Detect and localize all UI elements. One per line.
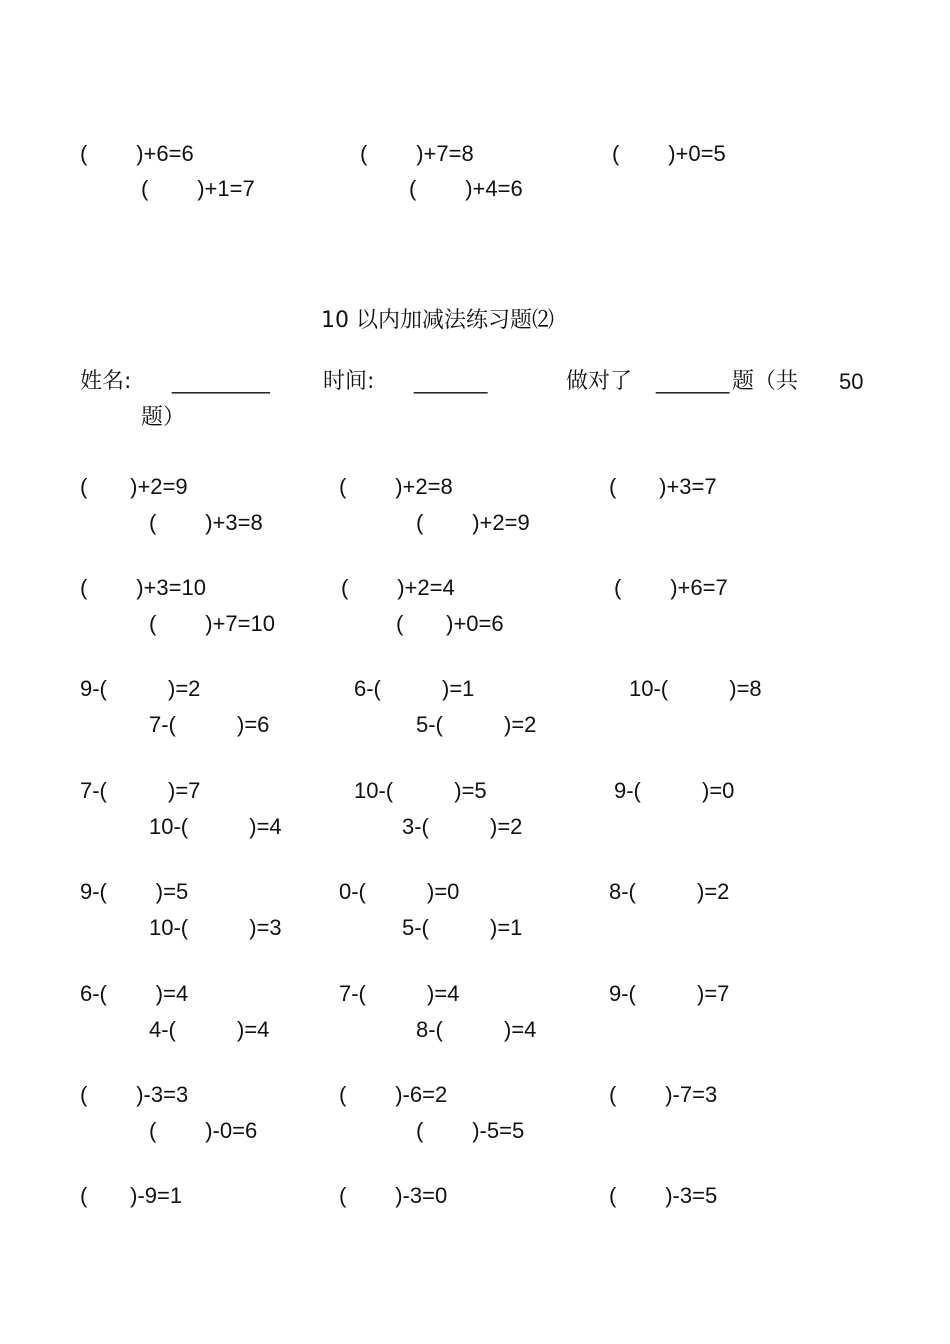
problem: 6-( )=1 bbox=[354, 676, 475, 701]
problem: ( )+3=10 bbox=[80, 575, 206, 600]
problem: ( )+7=10 bbox=[149, 611, 275, 636]
problem: ( )-3=3 bbox=[80, 1082, 189, 1107]
problem: 9-( )=0 bbox=[614, 778, 735, 803]
problem: ( )+3=7 bbox=[609, 474, 717, 499]
total-prefix: 题（共 bbox=[732, 369, 799, 394]
problem: 8-( )=4 bbox=[416, 1017, 537, 1042]
problem: 7-( )=4 bbox=[339, 981, 460, 1006]
page-title: 10 以内加减法练习题⑵ bbox=[321, 308, 554, 333]
problem: 5-( )=2 bbox=[416, 712, 537, 737]
correct-label: 做对了 bbox=[566, 369, 633, 394]
problem: ( )+2=4 bbox=[341, 575, 455, 600]
problem: ( )+6=7 bbox=[614, 575, 728, 600]
problem: ( )-3=0 bbox=[339, 1183, 448, 1208]
problem: 10-( )=3 bbox=[149, 915, 282, 940]
problem: ( )+0=6 bbox=[396, 611, 504, 636]
name-blank: ________ bbox=[172, 369, 270, 394]
problem: ( )+0=5 bbox=[612, 141, 726, 166]
problem: ( )-3=5 bbox=[609, 1183, 718, 1208]
problem: ( )+4=6 bbox=[409, 176, 523, 201]
problem: ( )+2=9 bbox=[416, 510, 530, 535]
problem: 9-( )=2 bbox=[80, 676, 201, 701]
problem: 10-( )=5 bbox=[354, 778, 487, 803]
problem: ( )+6=6 bbox=[80, 141, 194, 166]
problem: 5-( )=1 bbox=[402, 915, 523, 940]
problem: ( )+1=7 bbox=[141, 176, 255, 201]
time-blank: ______ bbox=[414, 369, 488, 394]
time-label: 时间: bbox=[323, 369, 375, 394]
total-count: 50 bbox=[839, 369, 864, 394]
problem: ( )+2=9 bbox=[80, 474, 188, 499]
problem: 7-( )=6 bbox=[149, 712, 270, 737]
problem: 0-( )=0 bbox=[339, 879, 460, 904]
problem: 10-( )=8 bbox=[629, 676, 762, 701]
name-label: 姓名: bbox=[80, 369, 132, 394]
total-suffix: 题） bbox=[141, 405, 186, 430]
problem: ( )-7=3 bbox=[609, 1082, 718, 1107]
problem: 9-( )=7 bbox=[609, 981, 730, 1006]
problem: ( )-0=6 bbox=[149, 1118, 258, 1143]
problem: 9-( )=5 bbox=[80, 879, 189, 904]
problem: 7-( )=7 bbox=[80, 778, 201, 803]
problem: 4-( )=4 bbox=[149, 1017, 270, 1042]
problem: ( )+3=8 bbox=[149, 510, 263, 535]
problem: 8-( )=2 bbox=[609, 879, 730, 904]
problem: ( )+7=8 bbox=[360, 141, 474, 166]
problem: ( )-5=5 bbox=[416, 1118, 525, 1143]
correct-blank: ______ bbox=[656, 369, 730, 394]
problem: ( )+2=8 bbox=[339, 474, 453, 499]
problem: ( )-6=2 bbox=[339, 1082, 448, 1107]
problem: 6-( )=4 bbox=[80, 981, 189, 1006]
problem: 10-( )=4 bbox=[149, 814, 282, 839]
problem: 3-( )=2 bbox=[402, 814, 523, 839]
problem: ( )-9=1 bbox=[80, 1183, 183, 1208]
